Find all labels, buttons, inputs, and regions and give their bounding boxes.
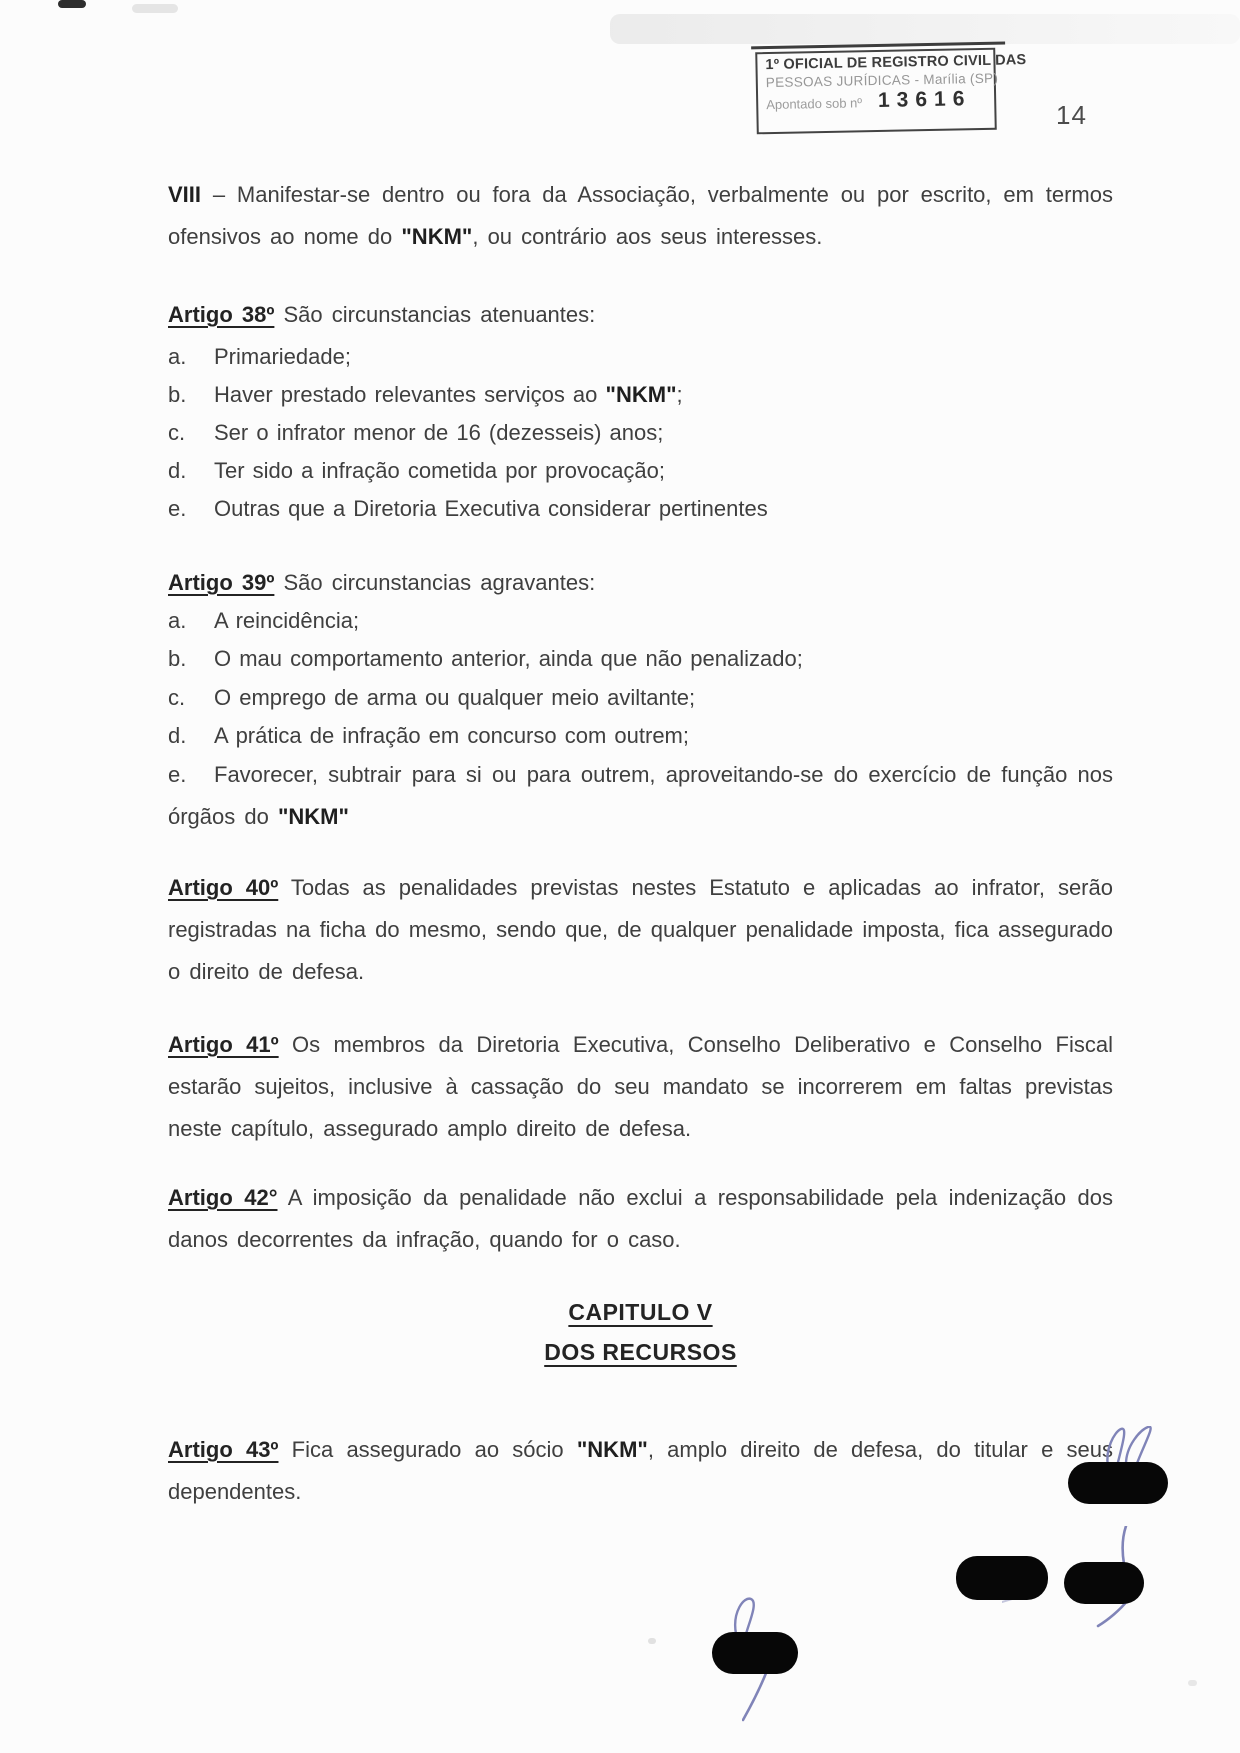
list-item-text: Ser o infrator menor de 16 (dezesseis) anos; — [214, 420, 664, 445]
list-item-letter: a. — [168, 344, 187, 369]
list-item-38a — [168, 336, 1113, 378]
list-item-letter: d. — [168, 458, 187, 483]
chapter-title: CAPITULO V — [568, 1299, 713, 1325]
list-item-text: Ter sido a infração cometida por provocação; — [214, 458, 666, 483]
stamp-filing-line — [766, 87, 988, 115]
list-item-38e — [168, 488, 1113, 530]
list-item-text: Primariedade; — [214, 344, 351, 369]
list-item-letter: d. — [168, 723, 187, 748]
list-item-39e — [168, 754, 1113, 838]
list-item-letter: c. — [168, 420, 186, 445]
list-item-39a — [168, 600, 1113, 642]
article-38-heading-line — [168, 294, 1113, 336]
item-viii-numeral: VIII — [168, 182, 202, 207]
item-viii-text: – Manifestar-se dentro ou fora da Associação, verbalmente ou por escrito, em termos ofensivos ao nome do — [168, 182, 1113, 249]
list-item-text: A prática de infração em concurso com outrem; — [214, 723, 689, 748]
list-item-letter: e. — [168, 762, 187, 787]
list-item-38c — [168, 412, 1113, 454]
list-item-38b — [168, 374, 1113, 416]
pen-tail-below-redaction — [742, 1668, 770, 1722]
pen-stroke-above-redaction — [1116, 1526, 1132, 1566]
page-number: 14 — [1056, 100, 1087, 130]
article-38-intro: São circunstancias atenuantes: — [274, 302, 596, 327]
redaction-mark-2 — [956, 1556, 1048, 1600]
article-41-text: Os membros da Diretoria Executiva, Conselho Deliberativo e Conselho Fiscal estarão sujeitos, inclusive à cassação do seu mandato se incorrerem em faltas previstas neste capítulo, assegurado amplo direito de defesa. — [168, 1032, 1113, 1141]
article-43-nkm: "NKM" — [576, 1437, 648, 1462]
item-viii-text-end: , ou contrário aos seus interesses. — [472, 224, 823, 249]
list-item-39c — [168, 677, 1113, 719]
list-item-text: Outras que a Diretoria Executiva considerar pertinentes — [214, 496, 768, 521]
list-item-text-before: Favorecer, subtrair para si ou para outrem, aproveitando-se do exercício de função nos órgãos do — [168, 762, 1113, 829]
article-43-text-before: Fica assegurado ao sócio — [278, 1437, 577, 1462]
paragraph-item-viii — [168, 174, 1113, 258]
scan-artifact-smudge — [132, 4, 178, 13]
paragraph-article-42 — [168, 1177, 1113, 1261]
scan-artifact-speck — [1188, 1680, 1197, 1686]
list-item-text — [214, 374, 1113, 416]
chapter-subtitle: DOS RECURSOS — [544, 1339, 737, 1365]
article-40-heading: Artigo 40º — [168, 875, 279, 900]
article-39-intro: São circunstancias agravantes: — [274, 570, 596, 595]
redaction-mark-3 — [1064, 1562, 1144, 1604]
paragraph-article-41 — [168, 1024, 1113, 1150]
list-item-letter: b. — [168, 646, 187, 671]
article-43-heading: Artigo 43º — [168, 1437, 279, 1462]
list-item-letter: b. — [168, 382, 187, 407]
list-item-text-before: Haver prestado relevantes serviços ao — [214, 382, 606, 407]
stamp-office-line: 1º OFICIAL DE REGISTRO CIVIL DAS — [765, 52, 1027, 74]
redaction-mark-4 — [712, 1632, 798, 1674]
list-item-39b — [168, 638, 1113, 680]
article-42-text: A imposição da penalidade não exclui a responsabilidade pela indenização dos danos decorrentes da infração, quando for o caso. — [168, 1185, 1113, 1252]
list-item-text: O mau comportamento anterior, ainda que não penalizado; — [214, 646, 803, 671]
list-item-39d — [168, 715, 1113, 757]
list-item-letter: e. — [168, 496, 187, 521]
list-item-letter: a. — [168, 608, 187, 633]
stamp-filing-number: 13616 — [877, 87, 972, 112]
redaction-mark-1 — [1068, 1462, 1168, 1504]
paragraph-article-43 — [168, 1429, 1113, 1513]
list-item-nkm: "NKM" — [605, 382, 677, 407]
list-item-letter: c. — [168, 685, 186, 710]
article-39-heading-line — [168, 562, 1113, 604]
article-40-text: Todas as penalidades previstas nestes Estatuto e aplicadas ao infrator, serão registradas na ficha do mesmo, sendo que, de qualquer penalidade imposta, fica assegurado o direito de defesa. — [168, 875, 1113, 984]
registry-stamp — [755, 48, 1027, 135]
scan-artifact-dash — [58, 0, 86, 8]
scan-artifact-band — [610, 14, 1240, 44]
stamp-entity-line: PESSOAS JURÍDICAS - Marília (SP) — [765, 70, 999, 91]
list-item-text: A reincidência; — [214, 608, 360, 633]
list-item-text: O emprego de arma ou qualquer meio aviltante; — [214, 685, 696, 710]
stamp-filing-label: Apontado sob nº — [766, 95, 863, 113]
article-38-heading: Artigo 38º — [168, 302, 275, 327]
pen-loop-above-redaction — [732, 1596, 764, 1636]
list-item-text-after: ; — [676, 382, 683, 407]
article-39-heading: Artigo 39º — [168, 570, 275, 595]
article-43-text-after: , amplo direito de defesa, do titular e seus dependentes. — [168, 1437, 1113, 1504]
item-viii-nkm: "NKM" — [401, 224, 473, 249]
pen-stroke-below-redaction — [1096, 1600, 1130, 1628]
paragraph-article-40 — [168, 867, 1113, 993]
scan-artifact-speck — [648, 1638, 656, 1644]
list-item-38d — [168, 450, 1113, 492]
list-item-nkm: "NKM" — [277, 804, 349, 829]
article-42-heading: Artigo 42° — [168, 1185, 278, 1210]
article-41-heading: Artigo 41º — [168, 1032, 279, 1057]
